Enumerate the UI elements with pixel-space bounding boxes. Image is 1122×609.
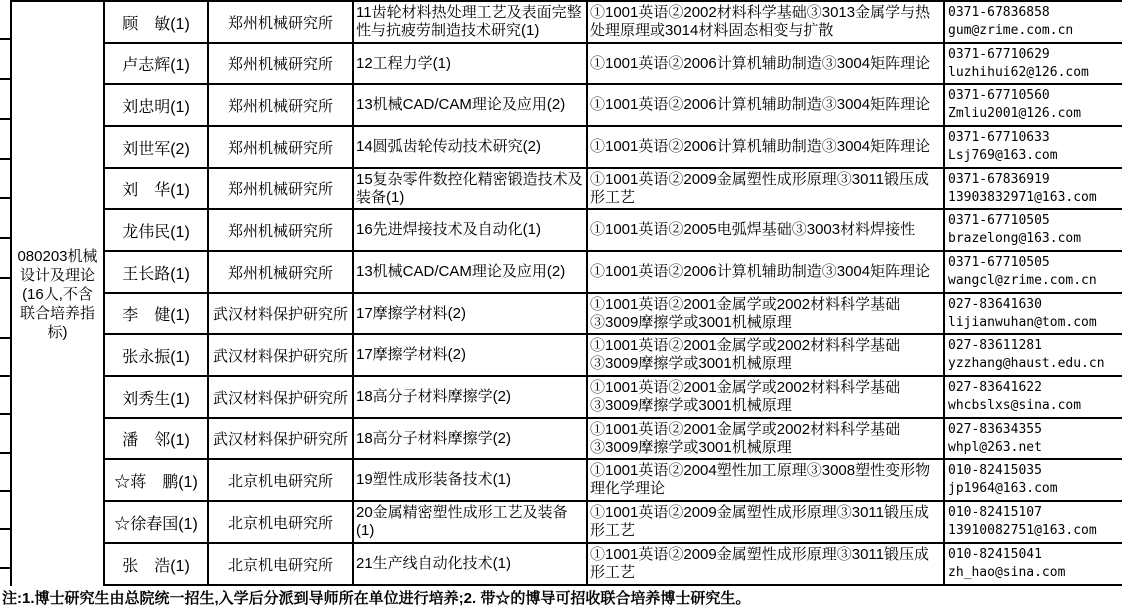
exam-subjects: ①1001英语②2006计算机辅助制造③3004矩阵理论 — [588, 127, 945, 167]
contact-cell — [945, 252, 1122, 292]
exam-subjects: ①1001英语②2001金属学或2002材料科学基础③3009摩擦学或3001机械原理 — [588, 419, 945, 458]
research-direction: 13机械CAD/CAM理论及应用(2) — [354, 252, 588, 292]
research-direction: 19塑性成形装备技术(1) — [354, 460, 588, 500]
research-direction: 21生产线自动化技术(1) — [354, 544, 588, 584]
contact-cell — [945, 377, 1122, 417]
exam-subjects: ①1001英语②2009金属塑性成形原理③3011锻压成形工艺 — [588, 169, 945, 208]
email: yzzhang@haust.edu.cn — [948, 356, 1105, 371]
contact-cell — [945, 169, 1122, 208]
institute: 北京机电研究所 — [209, 544, 354, 584]
research-direction: 16先进焊接技术及自动化(1) — [354, 210, 588, 250]
table-row — [105, 169, 1122, 210]
institute: 武汉材料保护研究所 — [209, 294, 354, 333]
supervisor-name: 刘世军(2) — [105, 127, 209, 167]
exam-subjects: ①1001英语②2001金属学或2002材料科学基础③3009摩擦学或3001机械原理 — [588, 377, 945, 417]
research-direction: 18高分子材料摩擦学(2) — [354, 419, 588, 458]
contact-cell — [945, 502, 1122, 542]
phone: 010-82415107 — [948, 505, 1042, 520]
institute: 武汉材料保护研究所 — [209, 377, 354, 417]
phone: 0371-67836919 — [948, 171, 1050, 187]
contact-cell — [945, 2, 1122, 42]
table-row — [105, 2, 1122, 44]
email: Zmliu2001@126.com — [948, 106, 1082, 121]
exam-subjects: ①1001英语②2005电弧焊基础③3003材料焊接性 — [588, 210, 945, 250]
institute: 郑州机械研究所 — [209, 127, 354, 167]
table-rows — [105, 2, 1122, 586]
exam-subjects: ①1001英语②2002材料科学基础③3013金属学与热处理原理或3014材料固态相变与扩散 — [588, 2, 945, 42]
table-row — [105, 294, 1122, 335]
supervisor-name: ☆徐春国(1) — [105, 502, 209, 542]
email: whcbslxs@sina.com — [948, 398, 1082, 413]
phone: 010-82415041 — [948, 547, 1042, 562]
phone: 0371-67710505 — [948, 255, 1050, 270]
table-row — [105, 252, 1122, 294]
research-direction: 11齿轮材料热处理工艺及表面完整性与抗疲劳制造技术研究(1) — [354, 2, 588, 42]
supervisor-name: 龙伟民(1) — [105, 210, 209, 250]
contact-cell — [945, 544, 1122, 584]
supervisor-table — [10, 0, 1122, 586]
email: jp1964@163.com — [948, 481, 1058, 496]
table-row — [105, 335, 1122, 377]
contact-cell — [945, 419, 1122, 458]
phone: 0371-67710560 — [948, 88, 1050, 103]
phone: 0371-67710505 — [948, 213, 1050, 228]
supervisor-name: 顾 敏(1) — [105, 2, 209, 42]
phone: 010-82415035 — [948, 463, 1042, 478]
supervisor-name: 王长路(1) — [105, 252, 209, 292]
institute: 郑州机械研究所 — [209, 2, 354, 42]
gridline-tick — [0, 197, 10, 199]
email: Lsj769@163.com — [948, 148, 1058, 163]
table-row — [105, 85, 1122, 127]
supervisor-name: 张永振(1) — [105, 335, 209, 375]
institute: 郑州机械研究所 — [209, 44, 354, 83]
gridline-tick — [0, 158, 10, 160]
email: whpl@263.net — [948, 439, 1042, 455]
table-row — [105, 544, 1122, 586]
table-row — [105, 44, 1122, 85]
footnote: 注:1.博士研究生由总院统一招生,入学后分派到导师所在单位进行培养;2. 带☆的博导可招收联合培养博士研究生。 — [2, 590, 751, 607]
institute: 北京机电研究所 — [209, 460, 354, 500]
table-row — [105, 127, 1122, 169]
phone: 027-83611281 — [948, 338, 1042, 353]
contact-cell — [945, 44, 1122, 83]
email: wangcl@zrime.com.cn — [948, 273, 1097, 288]
phone: 0371-67836858 — [948, 5, 1050, 20]
institute: 郑州机械研究所 — [209, 210, 354, 250]
research-direction: 15复杂零件数控化精密锻造技术及装备(1) — [354, 169, 588, 208]
supervisor-name: 刘秀生(1) — [105, 377, 209, 417]
supervisor-name: 卢志辉(1) — [105, 44, 209, 83]
supervisor-name: 潘 邻(1) — [105, 419, 209, 458]
email: brazelong@163.com — [948, 231, 1082, 246]
gridline-tick — [0, 452, 10, 454]
table-row — [105, 210, 1122, 252]
gridline-tick — [0, 337, 10, 339]
exam-subjects: ①1001英语②2004塑性加工原理③3008塑性变形物理化学理论 — [588, 460, 945, 500]
email: 13903832971@163.com — [948, 189, 1097, 205]
research-direction: 20金属精密塑性成形工艺及装备(1) — [354, 502, 588, 542]
supervisor-name: ☆蒋 鹏(1) — [105, 460, 209, 500]
contact-cell — [945, 127, 1122, 167]
phone: 0371-67710629 — [948, 46, 1050, 62]
gridline-tick — [0, 528, 10, 530]
exam-subjects: ①1001英语②2009金属塑性成形原理③3011锻压成形工艺 — [588, 544, 945, 584]
supervisor-name: 刘忠明(1) — [105, 85, 209, 125]
research-direction: 13机械CAD/CAM理论及应用(2) — [354, 85, 588, 125]
table-row — [105, 377, 1122, 419]
institute: 北京机电研究所 — [209, 502, 354, 542]
gridline-tick — [0, 375, 10, 377]
contact-cell — [945, 335, 1122, 375]
gridline-tick — [0, 237, 10, 239]
contact-cell — [945, 85, 1122, 125]
gridline-tick — [0, 490, 10, 492]
supervisor-name: 李 健(1) — [105, 294, 209, 333]
contact-cell — [945, 294, 1122, 333]
table-row — [105, 419, 1122, 460]
institute: 郑州机械研究所 — [209, 169, 354, 208]
contact-cell — [945, 460, 1122, 500]
email: 13910082751@163.com — [948, 523, 1097, 538]
exam-subjects: ①1001英语②2006计算机辅助制造③3004矩阵理论 — [588, 85, 945, 125]
exam-subjects: ①1001英语②2001金属学或2002材料科学基础③3009摩擦学或3001机械原理 — [588, 294, 945, 333]
exam-subjects: ①1001英语②2001金属学或2002材料科学基础③3009摩擦学或3001机械原理 — [588, 335, 945, 375]
email: gum@zrime.com.cn — [948, 23, 1074, 38]
discipline-category-cell — [12, 2, 105, 586]
research-direction: 17摩擦学材料(2) — [354, 294, 588, 333]
phone: 027-83641622 — [948, 380, 1042, 395]
exam-subjects: ①1001英语②2009金属塑性成形原理③3011锻压成形工艺 — [588, 502, 945, 542]
email: luzhihui62@126.com — [948, 64, 1089, 80]
phone: 027-83634355 — [948, 421, 1042, 437]
supervisor-name: 张 浩(1) — [105, 544, 209, 584]
institute: 郑州机械研究所 — [209, 252, 354, 292]
gridline-tick — [0, 78, 10, 80]
phone: 0371-67710633 — [948, 130, 1050, 145]
email: lijianwuhan@tom.com — [948, 314, 1097, 330]
table-row — [105, 502, 1122, 544]
research-direction: 17摩擦学材料(2) — [354, 335, 588, 375]
institute: 武汉材料保护研究所 — [209, 335, 354, 375]
supervisor-name: 刘 华(1) — [105, 169, 209, 208]
institute: 武汉材料保护研究所 — [209, 419, 354, 458]
institute: 郑州机械研究所 — [209, 85, 354, 125]
gridline-tick — [0, 567, 10, 569]
research-direction: 14圆弧齿轮传动技术研究(2) — [354, 127, 588, 167]
gridline-tick — [0, 118, 10, 120]
gridline-tick — [0, 277, 10, 279]
gridline-tick — [0, 413, 10, 415]
discipline-category-label: 080203机械设计及理论(16人,不含联合培养指标) — [17, 247, 98, 341]
contact-cell — [945, 210, 1122, 250]
email: zh_hao@sina.com — [948, 565, 1066, 580]
research-direction: 12工程力学(1) — [354, 44, 588, 83]
gridline-tick — [0, 38, 10, 40]
exam-subjects: ①1001英语②2006计算机辅助制造③3004矩阵理论 — [588, 44, 945, 83]
table-row — [105, 460, 1122, 502]
research-direction: 18高分子材料摩擦学(2) — [354, 377, 588, 417]
exam-subjects: ①1001英语②2006计算机辅助制造③3004矩阵理论 — [588, 252, 945, 292]
phone: 027-83641630 — [948, 296, 1042, 312]
